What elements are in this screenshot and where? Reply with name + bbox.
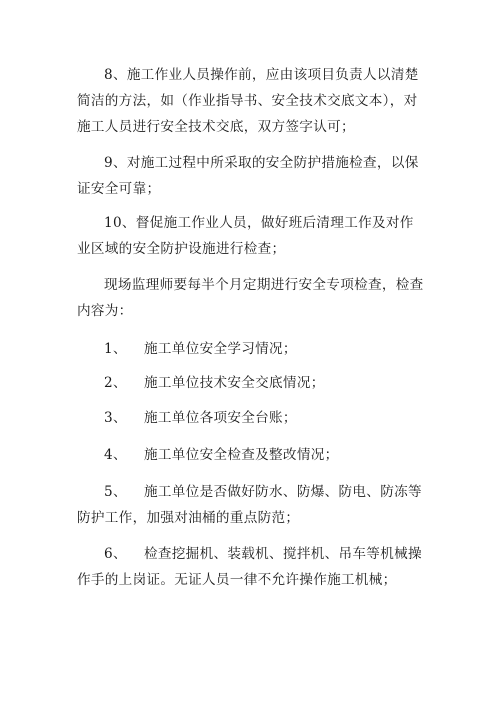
paragraph-item-10: 10、督促施工作业人员，做好班后清理工作及对作业区域的安全防护设施进行检查；: [77, 215, 414, 257]
inspection-intro: 现场监理师要每半个月定期进行安全专项检查，检查内容为：: [77, 277, 424, 319]
checklist-item-3: [77, 405, 427, 431]
checklist-text: 施工单位各项安全台账；: [144, 410, 297, 426]
checklist-number: 2、: [104, 375, 127, 391]
paragraph-item-8: 8、施工作业人员操作前，应由该项目负责人以清楚简洁的方法，如（作业指导书、安全技术交底文本），对施工人员进行安全技术交底，双方签字认可；: [77, 67, 419, 135]
checklist-text: 施工单位是否做好防水、防爆、防电、防冻等防护工作，加强对油桶的重点防范；: [77, 484, 422, 526]
checklist-text: 施工单位安全学习情况；: [144, 341, 297, 357]
checklist-text: 施工单位技术安全交底情况；: [144, 375, 325, 391]
checklist-number: 5、: [104, 484, 127, 500]
checklist-item-6: [77, 541, 427, 593]
checklist-number: 6、: [104, 546, 127, 562]
checklist-text: 检查挖掘机、装载机、搅拌机、吊车等机械操作手的上岗证。无证人员一律不允许操作施工机械；: [77, 546, 422, 588]
paragraph-item-9: 9、对施工过程中所采取的安全防护措施检查，以保证安全可靠；: [77, 155, 419, 197]
checklist-item-4: [77, 442, 427, 468]
checklist-item-5: [77, 479, 427, 531]
checklist-text: 施工单位安全检查及整改情况；: [144, 447, 339, 463]
checklist-item-2: [77, 370, 427, 396]
checklist-number: 1、: [104, 341, 127, 357]
checklist-number: 3、: [104, 410, 127, 426]
checklist-item-1: [77, 336, 427, 362]
checklist-number: 4、: [104, 447, 127, 463]
